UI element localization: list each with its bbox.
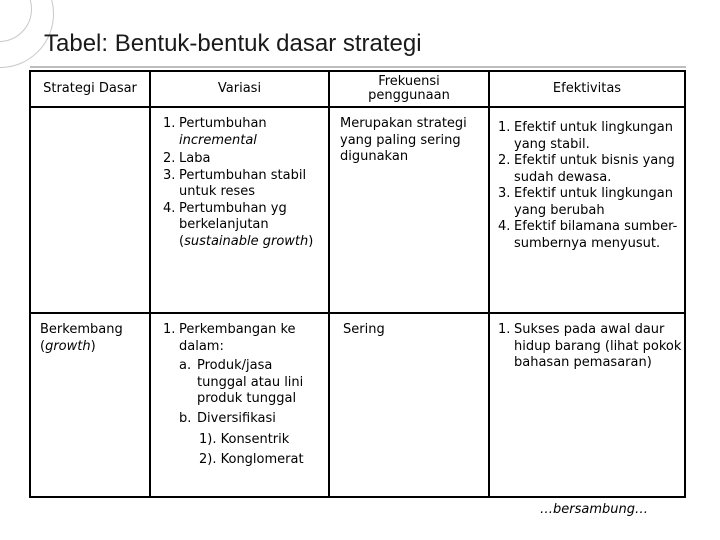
item-text: Pertumbuhan yg berkelanjutan xyxy=(179,200,287,232)
list-item xyxy=(163,322,322,355)
continuation-note: …bersambung… xyxy=(540,502,648,517)
header-frekuensi xyxy=(330,72,488,106)
list-item xyxy=(163,116,322,149)
list-item: 1). Konsentrik xyxy=(199,432,290,447)
list-text: Efektif untuk bisnis yang sudah dewasa. xyxy=(514,153,675,185)
list-text: Efektif bilamana sumber-sumbernya menyusut. xyxy=(514,219,678,251)
list-item xyxy=(498,219,682,252)
list-item xyxy=(163,168,322,201)
list-text: Sukses pada awal daur hidup barang (lihat pokok bahasan pemasaran) xyxy=(514,322,682,370)
header-efektivitas xyxy=(490,72,684,106)
list-text: Efektif untuk lingkungan yang stabil. xyxy=(514,120,673,152)
list-number: 1. xyxy=(498,322,511,337)
list-text: Produk/jasa tunggal atau lini produk tunggal xyxy=(197,358,304,406)
list-item xyxy=(498,186,682,219)
row1-frekuensi-text: Merupakan strategi yang paling sering digunakan xyxy=(340,116,467,164)
header-frekuensi-line2: penggunaan xyxy=(368,88,450,103)
header-variasi-label: Variasi xyxy=(217,80,262,96)
row1-variasi-cell xyxy=(151,108,328,312)
list-item xyxy=(179,411,322,428)
list-text: Pertumbuhan yg berkelanjutan (sustainable growth) xyxy=(179,200,314,249)
header-variasi xyxy=(151,72,328,106)
list-text: Perkembangan ke dalam: xyxy=(179,322,296,354)
row2-strategi-text: Berkembang xyxy=(40,322,123,337)
list-number: 2. xyxy=(498,153,511,168)
header-strategi-label: Strategi Dasar xyxy=(43,80,137,96)
row2-frekuensi-text: Sering xyxy=(343,322,385,337)
item-italic-text: incremental xyxy=(179,132,257,148)
row2-frekuensi-cell xyxy=(330,314,488,496)
sub-sub-list xyxy=(179,430,322,470)
list-item xyxy=(179,358,322,408)
list-text: Diversifikasi xyxy=(197,410,276,426)
row2-variasi-cell xyxy=(151,314,328,496)
row1-frekuensi-cell xyxy=(330,108,488,312)
row2-efektivitas-cell xyxy=(490,314,684,496)
row1-strategi-cell xyxy=(31,108,149,312)
list-number: 1. xyxy=(498,120,511,135)
sub-list xyxy=(163,358,322,470)
item-text: Pertumbuhan xyxy=(179,116,267,131)
list-number: 1. xyxy=(163,322,176,337)
list-item xyxy=(498,120,682,153)
list-text: Efektif untuk lingkungan yang berubah xyxy=(514,186,673,218)
header-frekuensi-line1: Frekuensi xyxy=(378,74,440,89)
title-divider xyxy=(30,66,686,68)
row2-strategi-italic: growth xyxy=(45,338,91,354)
row1-efektivitas-cell xyxy=(490,108,684,312)
row2-strategi-cell: Berkembang (growth) xyxy=(31,314,149,496)
slide-title: Tabel: Bentuk-bentuk dasar strategi xyxy=(44,30,422,57)
list-number: 2. xyxy=(163,151,176,166)
item-italic-text: sustainable growth xyxy=(184,233,309,249)
list-item xyxy=(498,322,682,372)
header-efektivitas-label: Efektivitas xyxy=(552,80,622,96)
list-number: b. xyxy=(179,410,192,426)
list-text: Pertumbuhan stabil untuk reses xyxy=(179,167,307,199)
list-item xyxy=(163,201,322,251)
list-item: 2). Konglomerat xyxy=(199,452,304,467)
list-number: 4. xyxy=(498,219,511,234)
strategy-table xyxy=(29,70,686,498)
list-item xyxy=(498,153,682,186)
list-number: 1. xyxy=(163,116,176,131)
list-text xyxy=(179,116,322,149)
list-text: Laba xyxy=(179,151,211,166)
list-number: 4. xyxy=(163,200,176,216)
list-number: 3. xyxy=(498,186,511,201)
list-number: 3. xyxy=(163,167,176,183)
list-number: a. xyxy=(179,358,192,373)
header-strategi-dasar xyxy=(31,72,149,106)
list-item xyxy=(163,151,322,168)
